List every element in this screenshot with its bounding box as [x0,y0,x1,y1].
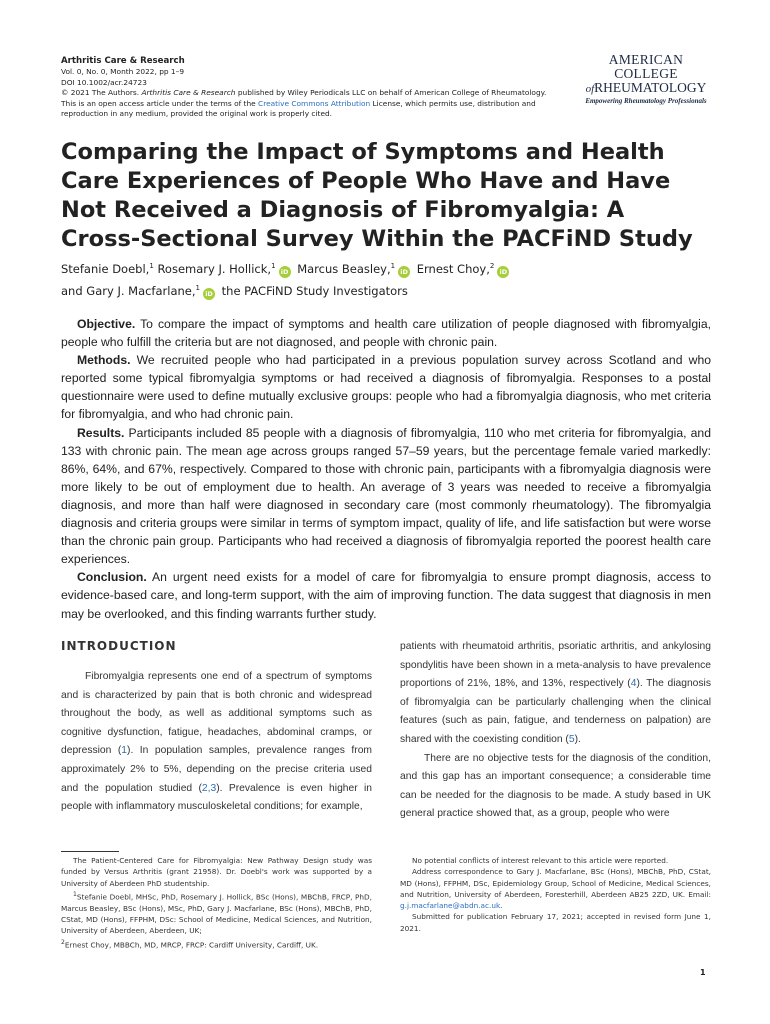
submission-dates: Submitted for publication February 17, 2021; accepted in revised form June 1, 2021. [400,912,711,933]
logo-tagline: Empowering Rheumatology Professionals [585,97,707,105]
correspondence-address: Address correspondence to Gary J. Macfarlane, BSc (Hons), MBChB, PhD, CStat, MD (Hons), FFPHM, DSc, Epidemiology Group, School of Medicine, Medical Sciences, and Nutrition, University of Aberdeen, Foresterhill, Aberdeen AB25 2ZD, UK. Email: g.j.macfarlane@abdn.ac.uk. [400,867,711,911]
affiliation-2: $^2$Ernest Choy, MBBCh, MD, MRCP, FRCP: Cardiff University, Cardiff, UK. [61,938,319,949]
footnotes-right [400,855,711,934]
reference-link[interactable]: 2,3 [201,782,217,794]
acr-logo [581,53,711,107]
intro-paragraph-2: There are no objective tests for the diagnosis of the condition, and this gap has an important consequence; a considerable time can be needed for the diagnosis to be made. A study based in UK general practice showed that, as a group, people who were [400,752,711,820]
license: This is an open access article under the terms of the Creative Commons Attribution License, which permits use, distribution and [61,98,536,108]
orcid-icon[interactable]: iD [497,266,509,278]
section-heading-introduction: INTRODUCTION [61,639,177,653]
abstract-methods: Methods. We recruited people who had participated in a previous population survey across Scotland and who reported some typical fibromyalgia symptoms or had received a diagnosis of fibromyalgia. Responses to a postal questionnaire were used to define mutually exclusive groups: people who had a fibromyalgia diagnosis, who met criteria for fibromyalgia, and who had chronic pain. [61,353,711,422]
conflicts-note: No potential conflicts of interest relevant to this article were reported. [412,856,669,865]
orcid-icon[interactable]: iD [203,288,215,300]
copyright: © 2021 The Authors. Arthritis Care & Research published by Wiley Periodicals LLC on behalf of American College of Rheumatology. [61,88,547,98]
intro-paragraph-1: Fibromyalgia represents one end of a spectrum of symptoms and is characterized by pain that is both chronic and widespread throughout the body, as well as additional symptoms such as cognitive dysfunction, fatigue, headaches, abdominal cramps, or depression (1). In population samples, prevalence ranges from approximately 2% to 5%, depending on the precise criteria used and the population studied (2,3). Prevalence is even higher in people with inflammatory musculoskeletal conditions; for example, [61,671,373,813]
creative-commons-link[interactable]: Creative Commons Attribution [258,98,371,108]
email-link[interactable]: g.j.macfarlane@abdn.ac.uk [400,901,501,911]
volume-info: Vol. 0, No. 0, Month 2022, pp 1–9 [61,67,185,76]
author: Stefanie Doebl, [61,261,150,276]
journal-name: Arthritis Care & Research [61,56,185,66]
author-group: the PACFiND Study Investigators [221,283,408,298]
reference-link[interactable]: 5 [568,733,575,745]
footnote-divider [61,851,119,852]
page-number: 1 [700,968,706,977]
journal-header [61,55,561,120]
orcid-icon[interactable]: iD [279,266,291,278]
author: and Gary J. Macfarlane, [61,283,196,298]
license-cont: reproduction in any medium, provided the original work is properly cited. [61,109,333,119]
footnotes-left [61,855,372,950]
affiliation-1: $^1$Stefanie Doebl, MHSc, PhD, Rosemary J. Hollick, BSc (Hons), MBChB, FRCP, PhD, Marcus Beasley, BSc (Hons), MSc, PhD, Gary J. Macfarlane, BSc (Hons), MBChB, PhD, CStat, MD (Hons), FFPHM, DSc: School of Medicine, Medical Sciences, and Nutrition, University of Aberdeen, Aberdeen, UK; [61,890,372,936]
orcid-icon[interactable]: iD [398,266,410,278]
abstract-results: Results. Participants included 85 people with a diagnosis of fibromyalgia, 110 who met criteria for fibromyalgia, and 133 with chronic pain. The mean age across groups ranged 57–59 years, but the percentage female varied markedly: 86%, 64%, and 67%, respectively. Compared to those with chronic pain, participants with a fibromyalgia diagnosis were more likely to be out of employment due to health. An average of 3 years was needed to receive a fibromyalgia diagnosis, and more than half were diagnosed in secondary care (most commonly rheumatology). The fibromyalgia diagnosis and criteria groups were similar in terms of symptom impact, quality of life, and life satisfaction but were worse than the chronic pain group. Participants who had received a diagnosis of fibromyalgia reported the poorest health care experiences. [61,425,711,567]
author: Marcus Beasley, [297,261,391,276]
abstract [61,315,711,623]
article-title: Comparing the Impact of Symptoms and Health Care Experiences of People Who Have and Have Not Received a Diagnosis of Fibromyalgia: A Cross-Sectional Survey Within the PACFiND Study [61,139,693,252]
logo-line2: ofRHEUMATOLOGY [585,80,707,95]
abstract-objective: Objective. To compare the impact of symptoms and health care utilization of people diagnosed with fibromyalgia, people who fulfill the criteria but are not diagnosed, and people with chronic pain. [61,317,711,350]
intro-paragraph-1-cont: patients with rheumatoid arthritis, psoriatic arthritis, and ankylosing spondylitis have been shown in a meta-analysis to have prevalence proportions of 21%, 18%, and 13%, respectively (4). The diagnosis of fibromyalgia can be particularly challenging when the clinical features (such as pain, fatigue, and tenderness on palpation) are shared with the coexisting condition (5). [400,641,711,745]
doi: DOI 10.1002/acr.24723 [61,77,147,87]
reference-link[interactable]: 4 [630,678,637,690]
reference-link[interactable]: 1 [121,745,128,757]
author: Ernest Choy, [416,261,490,276]
author-list: Stefanie Doebl,$^1$ Rosemary J. Hollick,$^1$iD Marcus Beasley,$^1$iD Ernest Choy,$^2$iD and Gary J. Macfarlane,$^1$iD the PACFiND Study Investigators [61,257,701,301]
intro-column-right [400,638,711,824]
funding-note: The Patient-Centered Care for Fibromyalgia: New Pathway Design study was funded by Versus Arthritis (grant 21958). Dr. Doebl's work was supported by a University of Aberdeen PhD studentship. [61,856,372,888]
logo-line1: AMERICAN COLLEGE [608,52,684,81]
abstract-conclusion: Conclusion. An urgent need exists for a model of care for fibromyalgia to ensure prompt diagnosis, access to evidence-based care, and long-term support, with the aim of improving function. The data suggest that diagnosis in men may be overlooked, and this finding warrants further study. [61,570,711,621]
intro-column-left [61,668,372,817]
author: Rosemary J. Hollick, [157,261,272,276]
